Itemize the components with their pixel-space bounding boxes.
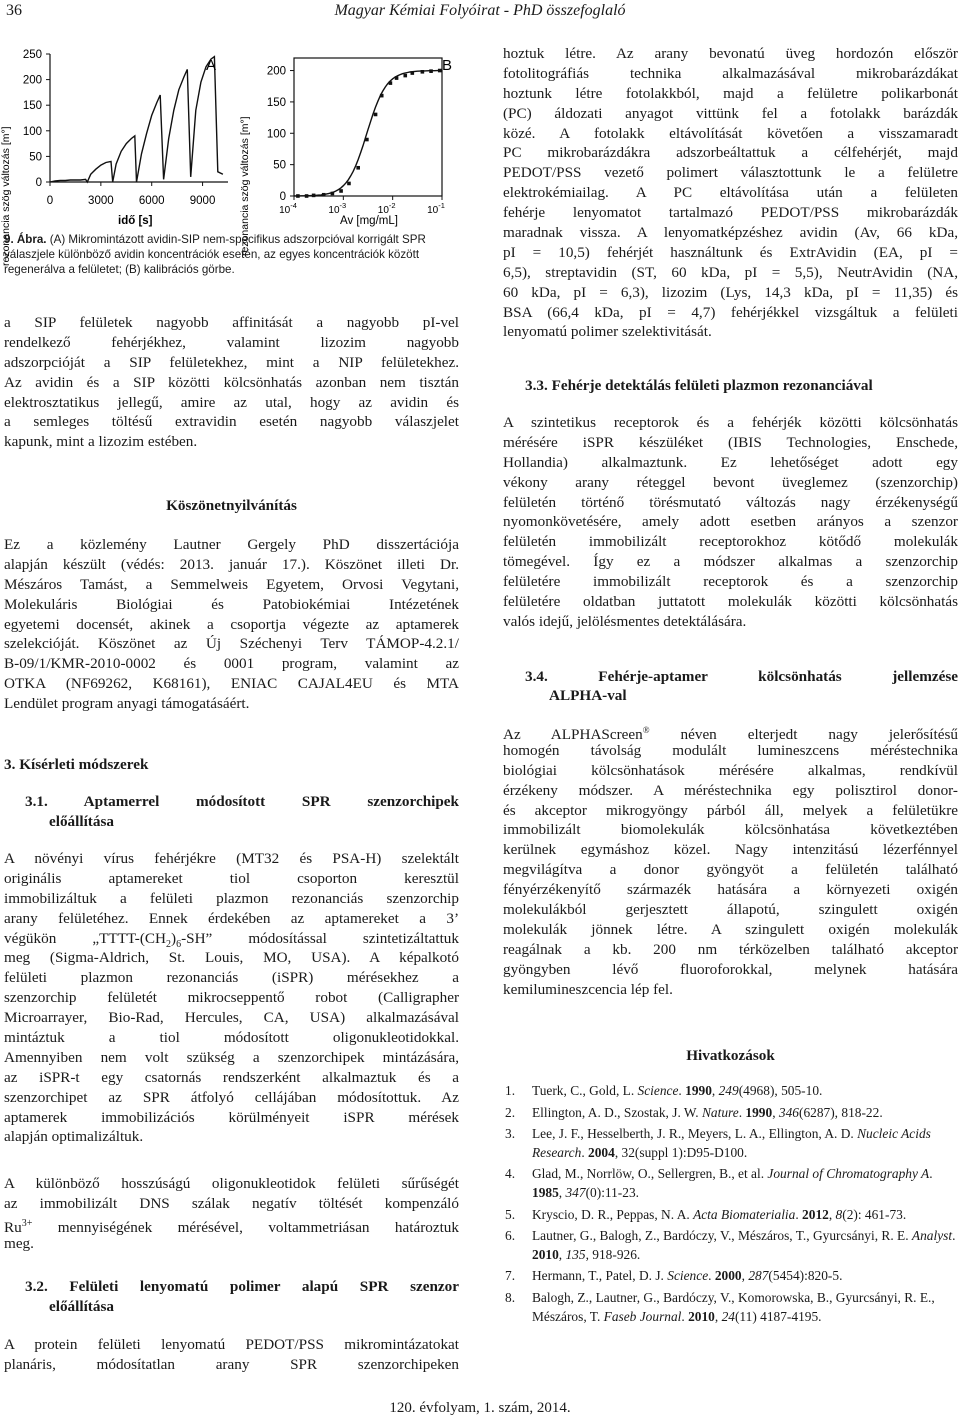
panel-a-xtick-label: 0 (46, 195, 54, 207)
text-line: vékony arany réteggel bevont üveglemez (szenzorchip) (503, 473, 958, 491)
text-line: és akceptor mikrogyöngy párból áll, melyek a felületükre (503, 801, 958, 819)
reference-number: 7. (505, 1268, 516, 1284)
section-3-2-heading: 3.2. Felületi lenyomatú polimer alapú SPR szenzor (25, 1278, 459, 1295)
reference-pages: (2): 461-73. (842, 1206, 907, 1222)
panel-a-ytick-label: 0 (35, 177, 42, 189)
text-line: rendelkező fehérjékhez, valamint lizozim nagyobb (4, 333, 459, 351)
reference-year: 2012 (802, 1206, 829, 1222)
panel-b-data-point (429, 69, 433, 73)
reference-item: 1. Tuerk, C., Gold, L. Science. 1990, 249(4968), 505-10. (505, 1082, 957, 1101)
reference-journal: Journal of Chromatography A (767, 1166, 930, 1182)
reference-pages: 32(suppl 1):D95-D100. (621, 1144, 748, 1160)
panel-b-fit-curve (294, 71, 442, 196)
text-line: homogén távolság modulált lumineszcens méréstechnika (503, 741, 958, 759)
panel-a-label: A (206, 57, 217, 74)
reference-number: 6. (505, 1228, 516, 1244)
figure-caption (4, 232, 462, 277)
text-line: OTKA (NF69262, K68161), ENIAC CAJAL4EU és MTA (4, 675, 459, 693)
reference-number: 2. (505, 1104, 516, 1120)
text-line: hoztunk létre fotolakkból, majd a felületre polikarbonát (503, 84, 958, 102)
panel-b-xtick-label: $10^{-3}$ (328, 201, 347, 216)
reference-volume: 24 (721, 1308, 735, 1324)
panel-b-data-point (312, 194, 316, 198)
reference-pages: (5454):820-5. (768, 1268, 843, 1284)
panel-a-ytick-label: 200 (22, 74, 42, 87)
panel-b-xtick-label: $10^{-2}$ (377, 201, 396, 216)
reference-item: 5. Kryscio, D. R., Peppas, N. A. Acta Biomaterialia. 2012, 8(2): 461-73. (505, 1206, 957, 1225)
text-line: A különböző hosszúságú oligonukleotidok felületi sűrűségét (4, 1175, 459, 1192)
reference-item: 8. Balogh, Z., Lautner, G., Bardóczy, V., Komorowska, B., Gyurcsányi, R. E., Mészáros, T. Faseb Journal. 2010, 24(11) 4187-4195. (505, 1289, 935, 1324)
reference-journal: Nature (702, 1104, 739, 1120)
panel-b-data-point (410, 71, 414, 75)
section-3-1-heading: 3.1. Aptamerrel módosított SPR szenzorchipek (25, 793, 459, 810)
reference-authors: Ellington, A. D., Szostak, J. W. (532, 1104, 702, 1120)
text-line: adszorpcióját a SIP felületekhez, mint a NIP felületekhez. (4, 353, 459, 371)
text-line: felületére oldatban juttatott molekulák közötti kölcsönhatás (503, 593, 958, 611)
line-with-subscript: végükön $„TTTT-(CH_2)_6-SH$” módosítással szintetizáltattuk (4, 929, 459, 950)
panel-b-data-point (365, 138, 369, 142)
panel-b-ytick-label: 150 (266, 96, 286, 109)
text-line: szelekcióját. Köszönet az Új Széchenyi Terv TÁMOP-4.2.1/ (4, 635, 459, 653)
text-line: (PC) áldozati anyagot vittünk fel a fotolakk barázdák (503, 104, 958, 122)
text-line: 60 kDa, pI = 6,3), lizozim (Lys, 14,3 kDa, pI = 11,35) és (503, 283, 958, 301)
text-line: PEDOT/PSS vezető polimert választottunk le a felületre (503, 164, 958, 182)
text-line: alapján készült (védés: 2013. január 17.). Köszönet illeti Dr. (4, 555, 459, 573)
panel-b-xtick-label: $10^{-1}$ (427, 201, 445, 216)
reference-volume: 347 (565, 1184, 586, 1200)
section-3-3-heading: 3.3. Fehérje detektálás felületi plazmon rezonanciával (525, 377, 873, 394)
text-line: Hollandia) alkalmaztunk. Ez lehetőséget adott egy (503, 453, 958, 471)
references-list (505, 1082, 957, 1329)
line-with-superscript: $Ru^{3+}$ mennyiségének mérésével, voltammetriásan határoztuk (4, 1217, 459, 1236)
reference-volume: 8 (835, 1206, 843, 1222)
panel-b-data-point (395, 76, 399, 80)
text-line: 6,5), streptavidin (ST, 60 kDa, pI = 5,5), NeutrAvidin (NA, (503, 263, 958, 281)
section-3-1-heading-cont: előállítása (49, 813, 114, 830)
reference-authors: Hermann, T., Patel, D. J. (532, 1268, 668, 1284)
text-line: molekulák jönnek létre. A szingulett oxigén molekulák (503, 920, 958, 938)
panel-b (239, 57, 452, 256)
right-paragraph-1 (503, 44, 958, 342)
text-line: a SIP felületek nagyobb affinitását a nagyobb pI-vel (4, 314, 459, 331)
text-line: pI = 10,5) fehérjét használtunk és ExtrAvidin (EA, pI = (503, 243, 958, 261)
page-number: 36 (6, 2, 22, 19)
ack-heading: Köszönetnyilvánítás (166, 497, 297, 514)
section-3-1-paragraph (4, 849, 459, 1147)
reference-authors: Lee, J. F., Hesselberth, J. R., Meyers, L. A., Ellington, A. D. (532, 1126, 858, 1142)
panel-a-ytick-label: 150 (22, 100, 42, 113)
text-line: valós idejű, jelölésmentes detektálására. (503, 612, 747, 630)
panel-b-ylabel: rezonancia szög változás [m°] (239, 116, 251, 256)
panel-b-data-point (403, 74, 407, 78)
reference-year: 2004 (588, 1144, 615, 1160)
reference-journal: Nucleic Acids Research (532, 1126, 931, 1160)
reference-authors: Lautner, G., Balogh, Z., Bardóczy, V., Mészáros, T., Gyurcsányi, R. E. (532, 1228, 912, 1244)
text-line: mintáztuk a tiol módosított oligonukleotidokkal. (4, 1029, 459, 1047)
panel-b-data-point (389, 81, 393, 85)
text-line: biológiai kölcsönhatások mérésére alkalmas, rendkívül (503, 761, 958, 779)
section-3-4-paragraph (503, 721, 958, 999)
reference-number: 1. (505, 1083, 516, 1098)
ack-paragraph (4, 535, 459, 714)
reference-pages: (0):11-23. (585, 1184, 640, 1200)
section-3-heading: 3. Kísérleti módszerek (4, 756, 149, 773)
reference-item: 7. Hermann, T., Patel, D. J. Science. 2000, 287(5454):820-5. (505, 1267, 957, 1286)
panel-a-ytick-label: 100 (22, 125, 42, 138)
text-line: PC mikrobarázdákra adszorbeáltattuk a célfehérjét, majd (503, 144, 958, 162)
panel-b-label: B (442, 57, 453, 74)
section-3-2-heading-cont: előállítása (49, 1298, 114, 1315)
text-line: A szintetikus receptorok és a fehérjék közötti kölcsönhatás (503, 414, 958, 431)
reference-year: 1985 (532, 1184, 559, 1200)
panel-b-xtick-label: $10^{-4}$ (279, 201, 297, 216)
section-3-2-paragraph (4, 1335, 459, 1375)
panel-b-data-point (356, 166, 360, 170)
text-line: immobilizált biomolekulák kölcsönhatása következtében (503, 821, 958, 839)
reference-item: 2. Ellington, A. D., Szostak, J. W. Nature. 1990, 346(6287), 818-22. (505, 1104, 957, 1123)
panel-b-data-point (374, 113, 378, 117)
text-line: meg (Sigma-Aldrich, St. Louis, MO, USA). A képalkotó (4, 949, 459, 967)
panel-a-trace (50, 57, 223, 182)
text-line: reagálnak a kb. 200 nm térközelben található akceptor (503, 940, 958, 958)
reference-number: 8. (505, 1289, 516, 1305)
text-line: Molekuláris Biológiai és Patobiokémiai Intézetének (4, 595, 459, 613)
reference-volume: 287 (748, 1268, 769, 1284)
reference-journal: Science (667, 1268, 709, 1284)
text-line: mérésére iSPR készüléket (IBIS Technologies, Enschede, (503, 433, 958, 451)
panel-b-ytick-label: 0 (279, 191, 286, 203)
text-line: planáris, módosítatlan arany SPR szenzorchipeken (4, 1355, 459, 1373)
text-line: megvilágítva a donor gyöngyöt a felületén található (503, 861, 958, 879)
text-line: felületén immobilizált receptorokhoz kötődő molekulák (503, 533, 958, 551)
panel-b-data-point (339, 189, 343, 193)
panel-b-ytick-label: 100 (266, 128, 286, 141)
text-line: molekulákból gerjesztett állapotú, szingulett oxigén (503, 901, 958, 919)
text-line: Lendület program anyagi támogatásáért. (4, 695, 250, 713)
text-line: az iSPR-t egy csatornás rendszerként alkalmaztuk és a (4, 1068, 459, 1086)
text-line: maradnak vissza. A lenyomatképzéshez avidin (Av, 66 kDa, (503, 224, 958, 242)
text-line: hoztuk létre. Az arany bevonatú üveg hordozón először (503, 45, 958, 62)
text-line: felületi plazmon rezonanciás (iSPR) mérésekhez a (4, 969, 459, 987)
text-line: közé. A fotolakk eltávolítását követően a visszamaradt (503, 124, 958, 142)
panel-b-data-point (296, 194, 300, 198)
reference-year: 2000 (714, 1268, 742, 1284)
panel-b-ytick-label: 200 (266, 65, 286, 78)
reference-pages: , 918-926. (585, 1246, 641, 1262)
reference-volume: 346 (778, 1104, 799, 1120)
reference-pages: (6287), 818-22. (798, 1104, 883, 1120)
text-line: A protein felületi lenyomatú PEDOT/PSS mikromintázatokat (4, 1336, 459, 1353)
reference-year: 2010 (532, 1246, 559, 1262)
journal-title: Magyar Kémiai Folyóirat - PhD összefoglaló (334, 2, 626, 19)
text-line: érzékeny módszer. A méréstechnika egy polisztirol donor- (503, 781, 958, 799)
reference-year: 2010 (688, 1308, 715, 1324)
text-line: BSA (66,4 kDa, pI = 4,7) fehérjékkel vizsgáltuk a felületi (503, 303, 958, 321)
reference-authors: Kryscio, D. R., Peppas, N. A. (532, 1206, 694, 1222)
reference-authors: Tuerk, C., Gold, L. (532, 1083, 638, 1098)
text-line: az immobilizált DNS szálak negatív töltését kompenzáló (4, 1194, 459, 1212)
panel-b-data-point (331, 192, 335, 196)
reference-year: 1990 (685, 1083, 712, 1098)
caption-text: (A) Mikromintázott avidin-SIP nem-specifikus adszorpcióval korrigált SPR válaszjele különböző avidin koncentrációk esetén, az egyes koncentrációk között regenerálva a felületet; (B) kalibrációs görbe. (4, 233, 426, 276)
text-line: elektrosztatikus jellegű, amire az utal, hogy az avidin és (4, 393, 459, 411)
text-line: aptamerek immobilizációs körülményeit iSPR mérések (4, 1108, 459, 1126)
reference-journal: Science (637, 1083, 679, 1098)
panel-a-xtick-label: 3000 (88, 195, 114, 207)
text-line: kapunk, mint a lizozim estében. (4, 433, 198, 451)
text-line: szenzorchipet az SPR átfolyó cellájában módosítottuk. Az (4, 1088, 459, 1106)
reference-item: 4. Glad, M., Norrlöw, O., Sellergren, B., et al. Journal of Chromatography A. 1985, 347(0):11-23. (505, 1166, 933, 1200)
reference-journal: Analyst (911, 1228, 953, 1244)
reference-item: 3. Lee, J. F., Hesselberth, J. R., Meyers, L. A., Ellington, A. D. Nucleic Acids Research. 2004, 32(suppl 1):D95-D100. (505, 1126, 931, 1160)
text-line: A növényi vírus fehérjékre (MT32 és PSA-H) szelektált (4, 850, 459, 867)
reference-number: 4. (505, 1166, 516, 1182)
reference-pages: (11) 4187-4195. (734, 1308, 822, 1324)
panel-b-ytick-label: 50 (273, 159, 286, 172)
panel-b-data-point (305, 194, 309, 198)
panel-b-data-point (347, 182, 351, 186)
panel-b-frame (294, 58, 442, 196)
text-line: fehérje lenyomatot tartalmazó PEDOT/PSS mikrobarázdák (503, 204, 958, 222)
reference-volume: 135 (565, 1246, 586, 1262)
panel-a-xlabel: idő [s] (118, 215, 153, 227)
text-line: egyetemi docensét, akinek a csoportja végezte az aptamerek (4, 615, 459, 633)
panel-a-xtick-label: 6000 (138, 195, 165, 207)
section-3-4-heading: 3.4. Fehérje-aptamer kölcsönhatás jellemzése (525, 668, 958, 685)
text-line: Microarrayer, Bio-Rad, Hercules, CA, USA) alkalmazásával (4, 1009, 459, 1027)
text-line: Ez a közlemény Lautner Gergely PhD disszertációja (4, 536, 459, 553)
panel-b-xlabel: Av [mg/mL] (340, 215, 398, 227)
panel-a-ylabel: rezonancia szög változás [m°] (0, 126, 12, 266)
text-line: immobilizáltuk a felületi plazmon rezonanciás szenzorchip (4, 889, 459, 907)
reference-authors: Balogh, Z., Lautner, G., Bardóczy, V., Komorowska, B., Gyurcsányi, R. E., Mészáros, T. (532, 1289, 935, 1324)
panel-b-data-point (438, 69, 442, 73)
text-line: Mészáros Tamást, a Semmelweis Egyetem, Orvosi Vegytani, (4, 575, 459, 593)
reference-number: 3. (505, 1126, 516, 1142)
panel-b-data-point (380, 94, 384, 98)
reference-number: 5. (505, 1206, 516, 1222)
references-heading: Hivatkozások (686, 1047, 775, 1064)
reference-journal: Faseb Journal (603, 1308, 682, 1324)
section-3-4-heading-cont: ALPHA-val (549, 687, 627, 704)
text-line: tömegével. Így ez a módszer alkalmas a szenzorchip (503, 553, 958, 571)
text-line: felületére immobilizált receptorok és a szenzorchip (503, 573, 958, 591)
text-line: originális aptamereket tiol csoporton keresztül (4, 869, 459, 887)
text-line: gyöngyben lévő fluoroforokkal, melynek hatására (503, 960, 958, 978)
panel-a-xtick-label: 9000 (189, 195, 216, 207)
caption-label: 9. Ábra. (4, 233, 47, 246)
text-line: felületén történő törésmutató változás nagy érzékenységű (503, 493, 958, 511)
text-line: lenyomatú polimer szelektivitását. (503, 323, 712, 341)
text-line: B-09/1/KMR-2010-0002 és 0001 program, valamint az (4, 655, 459, 673)
panel-a-ytick-label: 50 (29, 151, 42, 164)
text-line: szenzorchip felületét mikrocseppentő robot (Calligrapher (4, 989, 459, 1007)
text-line: arany felületéhez. Ennek érdekében az aptamereket a 3’ (4, 909, 459, 927)
footer: 120. évfolyam, 1. szám, 2014. (389, 1400, 571, 1416)
text-line: fotolitográfiás technika alkalmazásával mikrobarázdákat (503, 64, 958, 82)
text-line: fényérzékenyítő származék hatására a környezeti oxigén (503, 881, 958, 899)
text-line: Amennyiben nem volt szükség a szenzorchipek mintázására, (4, 1048, 459, 1066)
panel-b-data-point (322, 193, 326, 197)
panel-b-data-point (421, 70, 425, 74)
reference-year: 1990 (745, 1104, 773, 1120)
line-with-registered: Az ALPHAScreen® néven elterjedt nagy jelerősítésű (503, 725, 958, 744)
section-3-3-paragraph (503, 413, 958, 632)
left-paragraph-1 (4, 313, 459, 452)
section-3-1-paragraph-2: A különböző hosszúságú oligonukleotidok felületi sűrűségét az immobilizált DNS szálak negatív töltését kompenzáló $Ru^{3+}$ mennyiségének mérésével, voltammetriásan határoztuk meg. (4, 1175, 459, 1252)
reference-journal: Acta Biomaterialia (693, 1206, 796, 1222)
text-line: kerülnek egymáshoz közel. Nagy intenzitású lézerfénnyel (503, 841, 958, 859)
text-line: nyomonkövetésére, amely adott esetben arányos a szenzor (503, 513, 958, 531)
text-line: elektrokémiailag. A PC eltávolítása után a felületen (503, 184, 958, 202)
panel-a-ytick-label: 250 (22, 49, 42, 61)
text-line: a semleges töltésű extravidin esetén nagyobb válaszjelet (4, 413, 459, 431)
text-line: kemilumineszcencia lép fel. (503, 980, 673, 998)
reference-authors: Glad, M., Norrlöw, O., Sellergren, B., et al. (532, 1166, 768, 1182)
reference-item: 6. Lautner, G., Balogh, Z., Bardóczy, V., Mészáros, T., Gyurcsányi, R. E. Analyst. 2010, 135, 918-926. (505, 1228, 956, 1262)
text-line: alapján optimalizáltuk. (4, 1128, 144, 1146)
text-line: Az avidin és a SIP közötti kölcsönhatás azonban nem tisztán (4, 373, 459, 391)
reference-pages: (4968), 505-10. (738, 1083, 823, 1098)
reference-volume: 249 (718, 1083, 739, 1098)
